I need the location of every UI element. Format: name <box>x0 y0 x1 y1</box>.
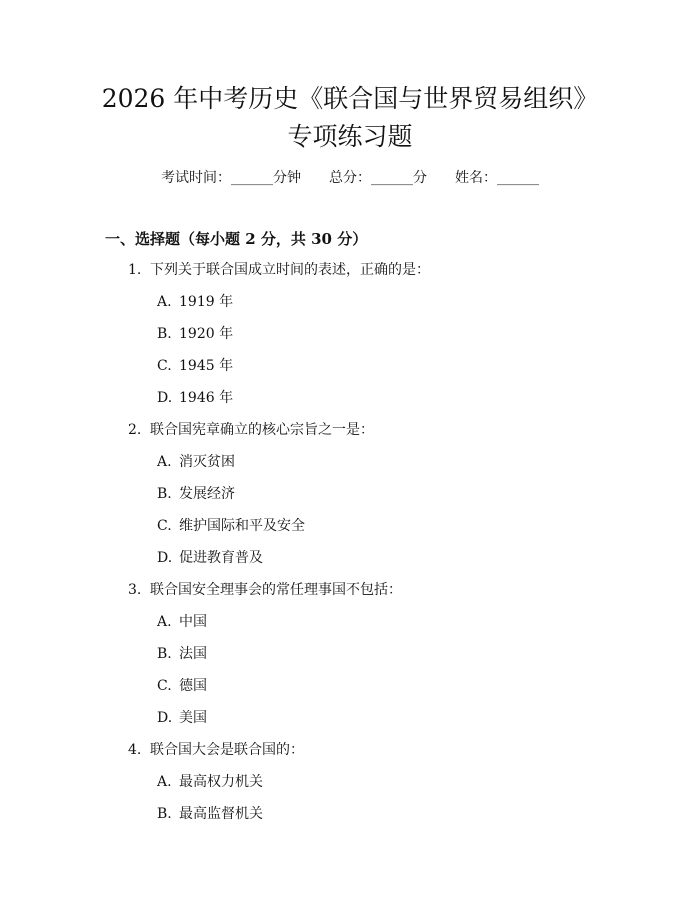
option-letter: A. <box>157 774 172 790</box>
option-letter: D. <box>157 550 173 566</box>
question-3 <box>128 580 402 600</box>
section-heading: 一、选择题（每小题 2 分，共 30 分） <box>105 230 368 248</box>
time-unit: 分钟 <box>273 170 301 186</box>
score-blank: ______ <box>371 170 413 186</box>
time-blank: ______ <box>231 170 273 186</box>
option-text: 1945 年 <box>179 358 234 374</box>
option-letter: D. <box>157 710 173 726</box>
option-text: 最高权力机关 <box>179 774 263 790</box>
option-text: 消灭贫困 <box>179 454 235 470</box>
option-letter: A. <box>157 294 172 310</box>
option-3a <box>157 612 207 632</box>
score-unit: 分 <box>413 170 427 186</box>
option-text: 最高监督机关 <box>179 806 263 822</box>
option-1a <box>157 292 233 312</box>
page-title-line-1: 2026 年中考历史《联合国与世界贸易组织》 <box>101 84 599 113</box>
option-3c <box>157 676 207 696</box>
question-number: 3. <box>128 582 142 598</box>
time-label: 考试时间： <box>161 170 231 186</box>
option-text: 1919 年 <box>179 294 234 310</box>
option-1d <box>157 388 233 408</box>
option-letter: B. <box>157 646 172 662</box>
option-letter: A. <box>157 614 172 630</box>
question-number: 4. <box>128 742 142 758</box>
option-letter: C. <box>157 518 172 534</box>
option-letter: C. <box>157 358 172 374</box>
option-1c <box>157 356 233 376</box>
option-3b <box>157 644 207 664</box>
option-2d <box>157 548 263 568</box>
name-label: 姓名： <box>455 170 497 186</box>
option-text: 发展经济 <box>179 486 235 502</box>
score-label: 总分： <box>329 170 371 186</box>
question-1 <box>128 260 430 280</box>
page-title-line-2: 专项练习题 <box>287 122 413 151</box>
option-letter: B. <box>157 326 172 342</box>
option-2c <box>157 516 305 536</box>
option-4b <box>157 804 263 824</box>
option-3d <box>157 708 207 728</box>
question-text: 联合国宪章确立的核心宗旨之一是： <box>150 422 374 438</box>
question-number: 2. <box>128 422 142 438</box>
option-2a <box>157 452 235 472</box>
option-2b <box>157 484 235 504</box>
option-1b <box>157 324 233 344</box>
option-text: 中国 <box>179 614 207 630</box>
question-4 <box>128 740 304 760</box>
option-letter: A. <box>157 454 172 470</box>
question-text: 联合国安全理事会的常任理事国不包括： <box>150 582 402 598</box>
option-text: 法国 <box>179 646 207 662</box>
option-letter: B. <box>157 486 172 502</box>
option-text: 美国 <box>179 710 207 726</box>
option-letter: D. <box>157 390 173 406</box>
option-text: 1946 年 <box>179 390 234 406</box>
exam-info-line <box>0 168 700 188</box>
name-blank: ______ <box>497 170 539 186</box>
option-text: 促进教育普及 <box>179 550 263 566</box>
question-number: 1. <box>128 262 142 278</box>
option-letter: C. <box>157 678 172 694</box>
option-text: 1920 年 <box>179 326 234 342</box>
question-text: 下列关于联合国成立时间的表述，正确的是： <box>150 262 430 278</box>
option-text: 维护国际和平及安全 <box>179 518 305 534</box>
option-4a <box>157 772 263 792</box>
question-2 <box>128 420 374 440</box>
option-letter: B. <box>157 806 172 822</box>
option-text: 德国 <box>179 678 207 694</box>
question-text: 联合国大会是联合国的： <box>150 742 304 758</box>
